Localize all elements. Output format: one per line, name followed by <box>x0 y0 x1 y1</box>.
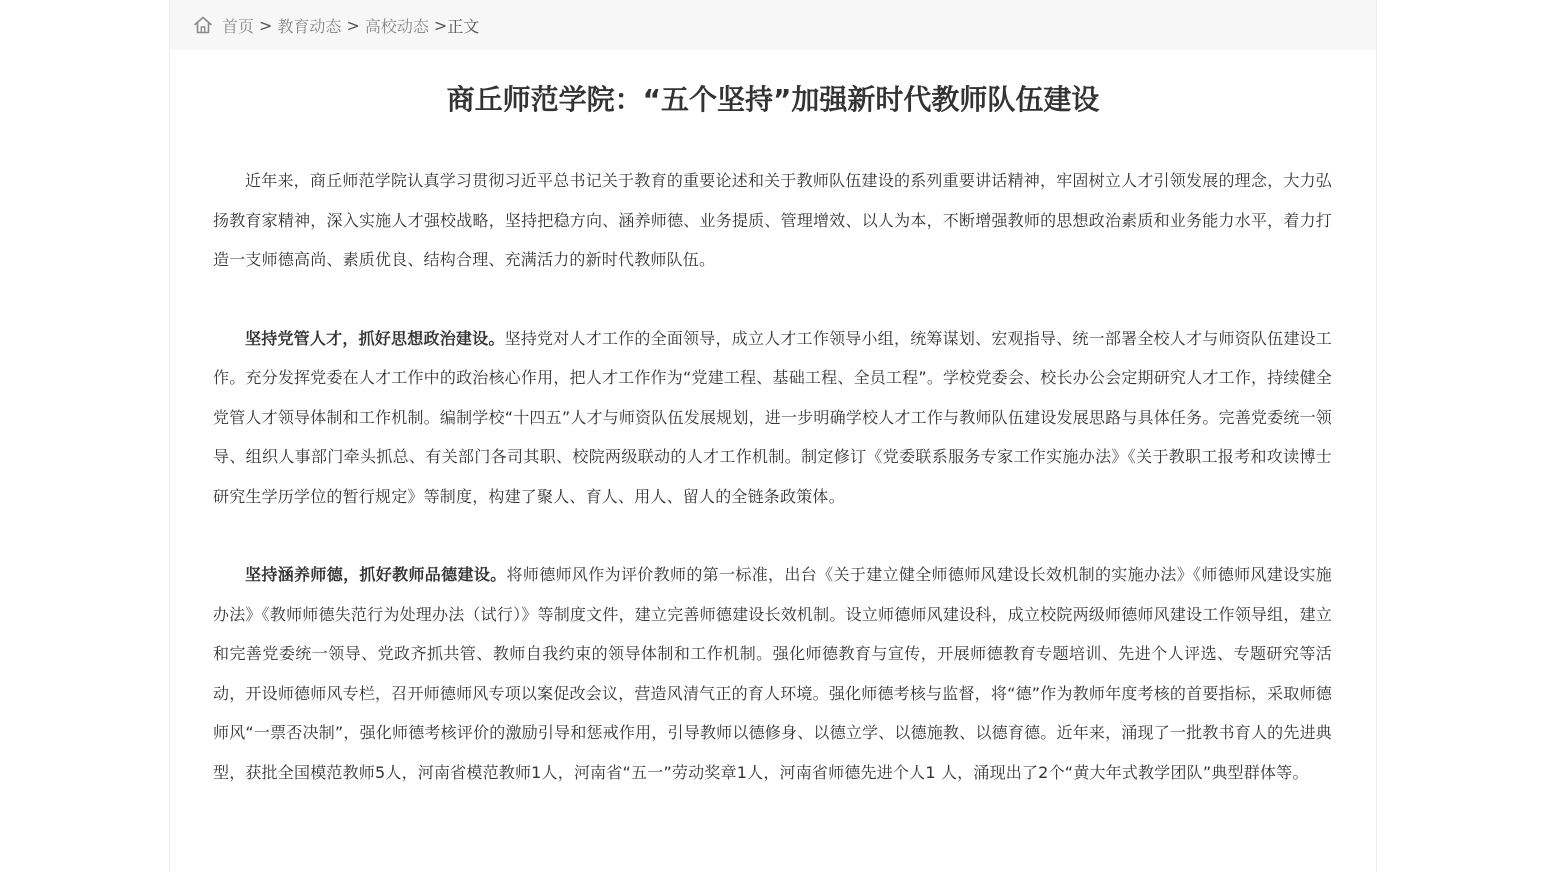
paragraph-body-text: 坚持党对人才工作的全面领导，成立人才工作领导小组，统筹谋划、宏观指导、统一部署全校人才与师资队伍建设工作。充分发挥党委在人才工作中的政治核心作用，把人才工作作为“党建工程、基础工程、全员工程”。学校党委会、校长办公会定期研究人才工作，持续健全党管人才领导体制和工作机制。编制学校“十四五”人才与师资队伍发展规划，进一步明确学校人才工作与教师队伍建设发展思路与具体任务。完善党委统一领导、组织人事部门牵头抓总、有关部门各司其职、校院两级联动的人才工作机制。制定修订《党委联系服务专家工作实施办法》《关于教职工报考和攻读博士研究生学历学位的暂行规定》等制度，构建了聚人、育人、用人、留人的全链条政策体。 <box>213 328 1333 506</box>
article-title: 商丘师范学院：“五个坚持”加强新时代教师队伍建设 <box>446 83 1100 116</box>
breadcrumb <box>170 0 1376 50</box>
paragraph-lead-heading: 坚持党管人才，抓好思想政治建设。 <box>245 328 505 348</box>
home-icon[interactable] <box>193 15 213 35</box>
breadcrumb-education-news-link[interactable]: 教育动态 <box>277 16 342 36</box>
article-paragraph-teacher-ethics <box>213 555 1332 792</box>
paragraph-lead-heading: 坚持涵养师德，抓好教师品德建设。 <box>245 565 507 584</box>
breadcrumb-university-news-link[interactable]: 高校动态 <box>364 16 429 36</box>
breadcrumb-current: 正文 <box>447 16 480 36</box>
breadcrumb-separator: > <box>433 15 448 35</box>
article-page <box>169 0 1377 872</box>
paragraph-body-text: 将师德师风作为评价教师的第一标准，出台《关于建立健全师德师风建设长效机制的实施办法》《师德师风建设实施办法》《教师师德失范行为处理办法（试行）》等制度文件，建立完善师德建设长效机制。设立师德师风建设科，成立校院两级师德师风建设工作领导组，建立和完善党委统一领导、党政齐抓共管、教师自我约束的领导体制和工作机制。强化师德教育与宣传，开展师德教育专题培训、先进个人评选、专题研究等活动，开设师德师风专栏，召开师德师风专项以案促改会议，营造风清气正的育人环境。强化师德考核与监督，将“德”作为教师年度考核的首要指标，采取师德师风“一票否决制”，强化师德考核评价的激励引导和惩戒作用，引导教师以德修身、以德立学、以德施教、以德育德。近年来，涌现了一批教书育人的先进典型，获批全国模范教师5人，河南省模范教师1人，河南省“五一”劳动奖章1人，河南省师德先进个人1 人，涌现出了2个“黄大年式教学团队”典型群体等。 <box>213 565 1333 782</box>
breadcrumb-separator: > <box>346 15 360 35</box>
article-paragraph-party-leadership <box>213 319 1332 517</box>
breadcrumb-separator: > <box>259 15 273 35</box>
article-paragraph-intro: 近年来，商丘师范学院认真学习贯彻习近平总书记关于教育的重要论述和关于教师队伍建设的系列重要讲话精神，牢固树立人才引领发展的理念，大力弘扬教育家精神，深入实施人才强校战略，坚持把稳方向、涵养师德、业务提质、管理增效、以人为本，不断增强教师的思想政治素质和业务能力水平，着力打造一支师德高尚、素质优良、结构合理、充满活力的新时代教师队伍。 <box>213 171 1332 269</box>
breadcrumb-home-link[interactable]: 首页 <box>222 16 255 36</box>
article-body <box>170 161 1376 792</box>
